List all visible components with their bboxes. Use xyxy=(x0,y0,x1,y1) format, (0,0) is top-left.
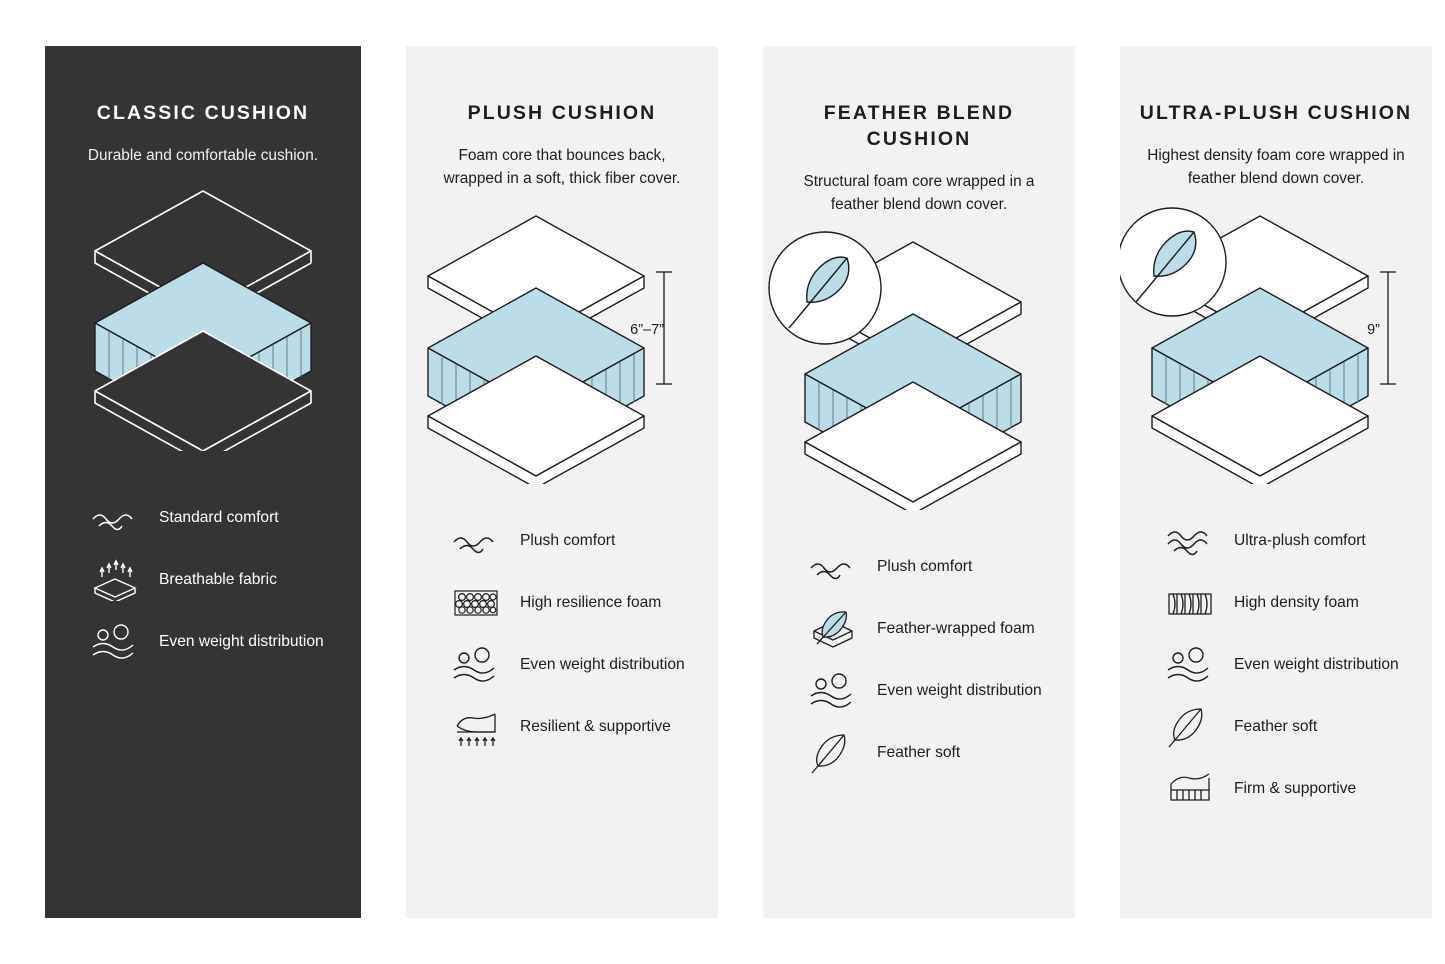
page-title: CLASSIC CUSHION xyxy=(96,102,310,124)
list-item xyxy=(1162,510,1412,572)
cushion-layer-diagram-classic xyxy=(45,181,361,481)
breathable-fabric-icon xyxy=(87,558,143,602)
list-item xyxy=(448,696,698,758)
feature-label: Resilient & supportive xyxy=(520,718,671,736)
firm-supportive-icon xyxy=(1162,767,1218,811)
feature-label: Ultra-plush comfort xyxy=(1234,532,1366,550)
feature-list-classic xyxy=(45,487,361,673)
exploded-cushion-illustration xyxy=(406,204,718,484)
feature-label: Feather soft xyxy=(1234,718,1318,736)
feather-badge-icon xyxy=(769,232,881,344)
dimension-label: 9” xyxy=(1367,322,1380,339)
weight-distribution-icon xyxy=(1162,643,1218,687)
feature-label: Even weight distribution xyxy=(159,633,324,651)
feather-wrapped-foam-icon xyxy=(805,607,861,651)
feature-label: High resilience foam xyxy=(520,594,662,612)
feature-label: High density foam xyxy=(1234,594,1359,612)
cushion-card-classic xyxy=(45,46,361,918)
feather-icon xyxy=(1162,705,1218,749)
list-item xyxy=(1162,572,1412,634)
cushion-card-feather-blend xyxy=(763,46,1075,918)
feather-icon xyxy=(805,731,861,775)
resilience-foam-icon xyxy=(448,581,504,625)
list-item xyxy=(805,536,1055,598)
high-density-foam-icon xyxy=(1162,581,1218,625)
feature-list-ultra-plush xyxy=(1120,510,1432,820)
feature-label: Even weight distribution xyxy=(877,682,1042,700)
card-description: Highest density foam core wrapped in feather blend down cover. xyxy=(1147,146,1405,188)
list-item xyxy=(1162,634,1412,696)
list-item xyxy=(448,572,698,634)
wave-comfort-icon xyxy=(805,545,861,589)
cushion-layer-diagram-plush xyxy=(406,204,718,504)
feather-badge-icon xyxy=(1120,208,1226,316)
card-description: Durable and comfortable cushion. xyxy=(87,146,319,164)
weight-distribution-icon xyxy=(805,669,861,713)
feature-list-feather-blend xyxy=(763,536,1075,784)
page-title: FEATHER BLEND CUSHION xyxy=(823,102,1015,150)
exploded-cushion-illustration xyxy=(53,181,353,451)
exploded-cushion-illustration xyxy=(1120,204,1432,484)
card-description: Foam core that bounces back, wrapped in a soft, thick fiber cover. xyxy=(443,146,681,188)
list-item xyxy=(1162,696,1412,758)
feature-label: Even weight distribution xyxy=(520,656,685,674)
list-item xyxy=(1162,758,1412,820)
feature-label: Plush comfort xyxy=(520,532,616,550)
list-item xyxy=(805,722,1055,784)
feature-label: Feather-wrapped foam xyxy=(877,620,1035,638)
feature-label: Firm & supportive xyxy=(1234,780,1357,798)
cushion-layer-diagram-ultra-plush xyxy=(1120,204,1432,504)
resilient-supportive-icon xyxy=(448,705,504,749)
card-description: Structural foam core wrapped in a feather blend down cover. xyxy=(803,172,1035,213)
list-item xyxy=(87,549,337,611)
feature-list-plush xyxy=(406,510,718,758)
wave-comfort-icon xyxy=(87,496,143,540)
exploded-cushion-illustration xyxy=(763,230,1075,510)
cushion-layer-diagram-feather-blend xyxy=(763,230,1075,530)
wave-comfort-icon xyxy=(448,519,504,563)
feature-label: Breathable fabric xyxy=(159,571,277,589)
feature-label: Standard comfort xyxy=(159,509,279,527)
list-item xyxy=(87,611,337,673)
cushion-card-plush xyxy=(406,46,718,918)
list-item xyxy=(805,598,1055,660)
weight-distribution-icon xyxy=(448,643,504,687)
wave-comfort-icon xyxy=(1162,519,1218,563)
weight-distribution-icon xyxy=(87,620,143,664)
page-title: PLUSH CUSHION xyxy=(467,102,657,124)
list-item xyxy=(448,634,698,696)
dimension-label: 6”–7” xyxy=(630,322,664,339)
list-item xyxy=(87,487,337,549)
feature-label: Even weight distribution xyxy=(1234,656,1399,674)
list-item xyxy=(448,510,698,572)
cushion-card-ultra-plush xyxy=(1120,46,1432,918)
feature-label: Feather soft xyxy=(877,744,961,762)
list-item xyxy=(805,660,1055,722)
page-title: ULTRA-PLUSH CUSHION xyxy=(1139,102,1413,124)
feature-label: Plush comfort xyxy=(877,558,973,576)
